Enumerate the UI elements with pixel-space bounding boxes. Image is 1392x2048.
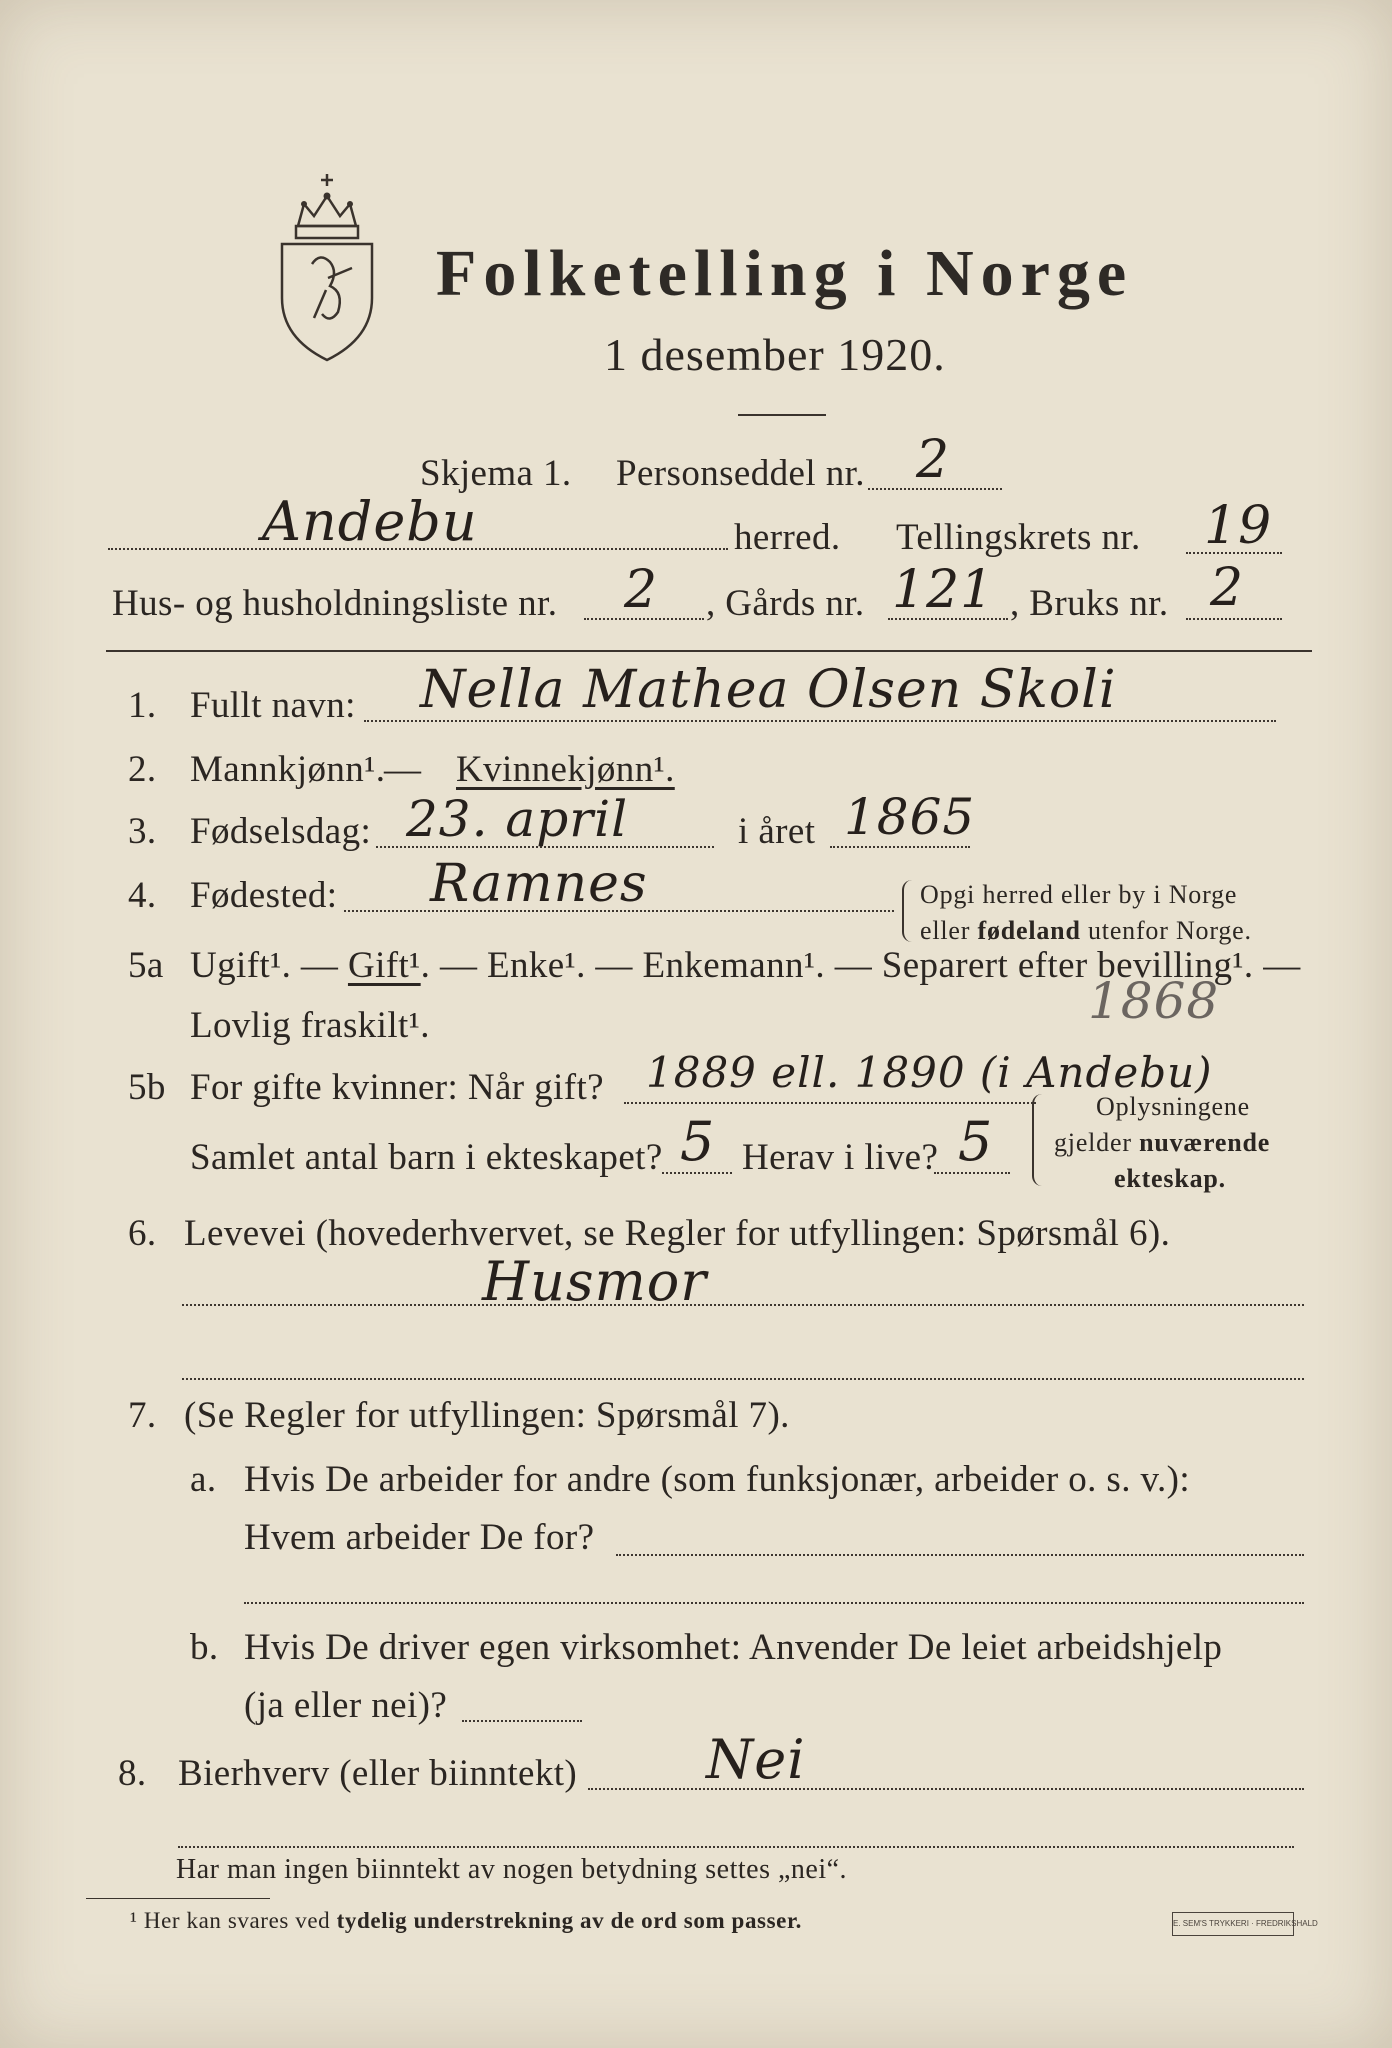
q1-label: Fullt navn:: [190, 685, 356, 726]
q8-number: 8.: [118, 1753, 147, 1794]
gards-value: 121: [892, 560, 995, 620]
q2-number: 2.: [128, 749, 157, 790]
marriage-note-brace: [1032, 1094, 1044, 1186]
husliste-value: 2: [624, 560, 659, 620]
gender-female-option: Kvinnekjønn¹.: [456, 749, 675, 790]
q1-number: 1.: [128, 685, 157, 726]
employer-line-2: [244, 1602, 1304, 1604]
birthday-value: 23. april: [406, 790, 629, 848]
q7-number: 7.: [128, 1395, 157, 1436]
gender-male-option: Mannkjønn¹.: [190, 749, 386, 790]
marriage-note-line2: gjelder nuværende: [1054, 1128, 1271, 1157]
occupation-line-1: [182, 1304, 1304, 1306]
side-income-line-2: [178, 1846, 1294, 1848]
tellingskrets-value: 19: [1204, 496, 1273, 556]
personseddel-label: Personseddel nr.: [616, 453, 865, 494]
occupation-line-2: [182, 1378, 1304, 1380]
tellingskrets-label: Tellingskrets nr.: [896, 517, 1141, 558]
children-alive-value: 5: [958, 1110, 994, 1173]
birthplace-note-brace: [902, 880, 914, 942]
q6-label: Levevei (hovederhvervet, se Regler for utfyllingen: Spørsmål 6).: [184, 1213, 1171, 1254]
married-when-label: For gifte kvinner: Når gift?: [190, 1067, 604, 1108]
side-income-value: Nei: [706, 1728, 806, 1791]
form-title: Folketelling i Norge: [436, 237, 1134, 310]
q3-number: 3.: [128, 811, 157, 852]
bruks-line: [1186, 618, 1282, 620]
q6-number: 6.: [128, 1213, 157, 1254]
bruks-label: , Bruks nr.: [1010, 583, 1169, 624]
q3-label: Fødselsdag:: [190, 811, 372, 852]
employer-line-1: [616, 1554, 1304, 1556]
herred-value: Andebu: [262, 490, 478, 553]
side-income-note: Har man ingen biinntekt av nogen betydning settes „nei“.: [176, 1854, 848, 1885]
birthplace-note-line2: eller fødeland utenfor Norge.: [920, 916, 1252, 945]
birth-year-line: [830, 846, 970, 848]
skjema-label: Skjema 1.: [420, 453, 572, 494]
q7b-question: Hvis De driver egen virksomhet: Anvender De leiet arbeidshjelp: [244, 1627, 1223, 1668]
marital-status-options: Ugift¹. — Gift¹. — Enke¹. — Enkemann¹. — Separert efter bevilling¹. —: [190, 945, 1301, 986]
q7b-answer-label: (ja eller nei)?: [244, 1685, 448, 1726]
q5b-number: 5b: [128, 1067, 166, 1108]
birth-year-value: 1865: [844, 788, 976, 846]
q4-number: 4.: [128, 875, 157, 916]
q5a-number: 5a: [128, 945, 164, 986]
gards-label: , Gårds nr.: [706, 583, 865, 624]
q7a-label: a.: [190, 1459, 217, 1500]
printer-stamp: E. SEM'S TRYKKERI · FREDRIKSHALD: [1172, 1912, 1294, 1936]
q1-line: [364, 720, 1276, 722]
norwegian-coat-of-arms-icon: [268, 168, 386, 364]
footnote: ¹ Her kan svares ved tydelig understrekning av de ord som passer.: [130, 1908, 803, 1933]
q7a-employer-label: Hvem arbeider De for?: [244, 1517, 595, 1558]
header-rule: [106, 650, 1312, 652]
children-alive-label: Herav i live?: [742, 1137, 939, 1178]
q4-label: Fødested:: [190, 875, 338, 916]
birth-year-label: i året: [738, 811, 816, 852]
marriage-note-line1: Oplysningene: [1096, 1092, 1251, 1121]
husliste-label: Hus- og husholdningsliste nr.: [112, 583, 558, 624]
side-income-line: [588, 1788, 1304, 1790]
q7-label: (Se Regler for utfyllingen: Spørsmål 7).: [184, 1395, 790, 1436]
marriage-year-annotation: 1868: [1088, 972, 1220, 1030]
birthplace-note-line1: Opgi herred eller by i Norge: [920, 880, 1238, 909]
birthplace-value: Ramnes: [430, 854, 648, 914]
q7b-label: b.: [190, 1627, 219, 1668]
marital-status-divorced: Lovlig fraskilt¹.: [190, 1005, 430, 1046]
census-date: 1 desember 1920.: [604, 329, 946, 380]
occupation-value: Husmor: [482, 1250, 708, 1313]
title-divider: [738, 414, 826, 416]
personseddel-value: 2: [916, 430, 951, 490]
q7a-question: Hvis De arbeider for andre (som funksjonær, arbeider o. s. v.):: [244, 1459, 1191, 1500]
marriage-note-line3: ekteskap.: [1114, 1164, 1226, 1193]
married-when-line: [624, 1102, 1036, 1104]
full-name-value: Nella Mathea Olsen Skoli: [420, 660, 1117, 720]
children-label: Samlet antal barn i ekteskapet?: [190, 1137, 663, 1178]
bruks-value: 2: [1210, 558, 1245, 618]
q8-label: Bierhverv (eller biinntekt): [178, 1753, 578, 1794]
herred-label: herred.: [734, 517, 841, 558]
gender-separator: —: [384, 749, 422, 790]
married-when-value: 1889 ell. 1890 (i Andebu): [646, 1048, 1213, 1097]
self-employed-line: [462, 1720, 582, 1722]
children-value: 5: [680, 1110, 716, 1173]
marital-status-gift: Gift¹: [347, 945, 421, 986]
footnote-rule: [86, 1898, 270, 1899]
